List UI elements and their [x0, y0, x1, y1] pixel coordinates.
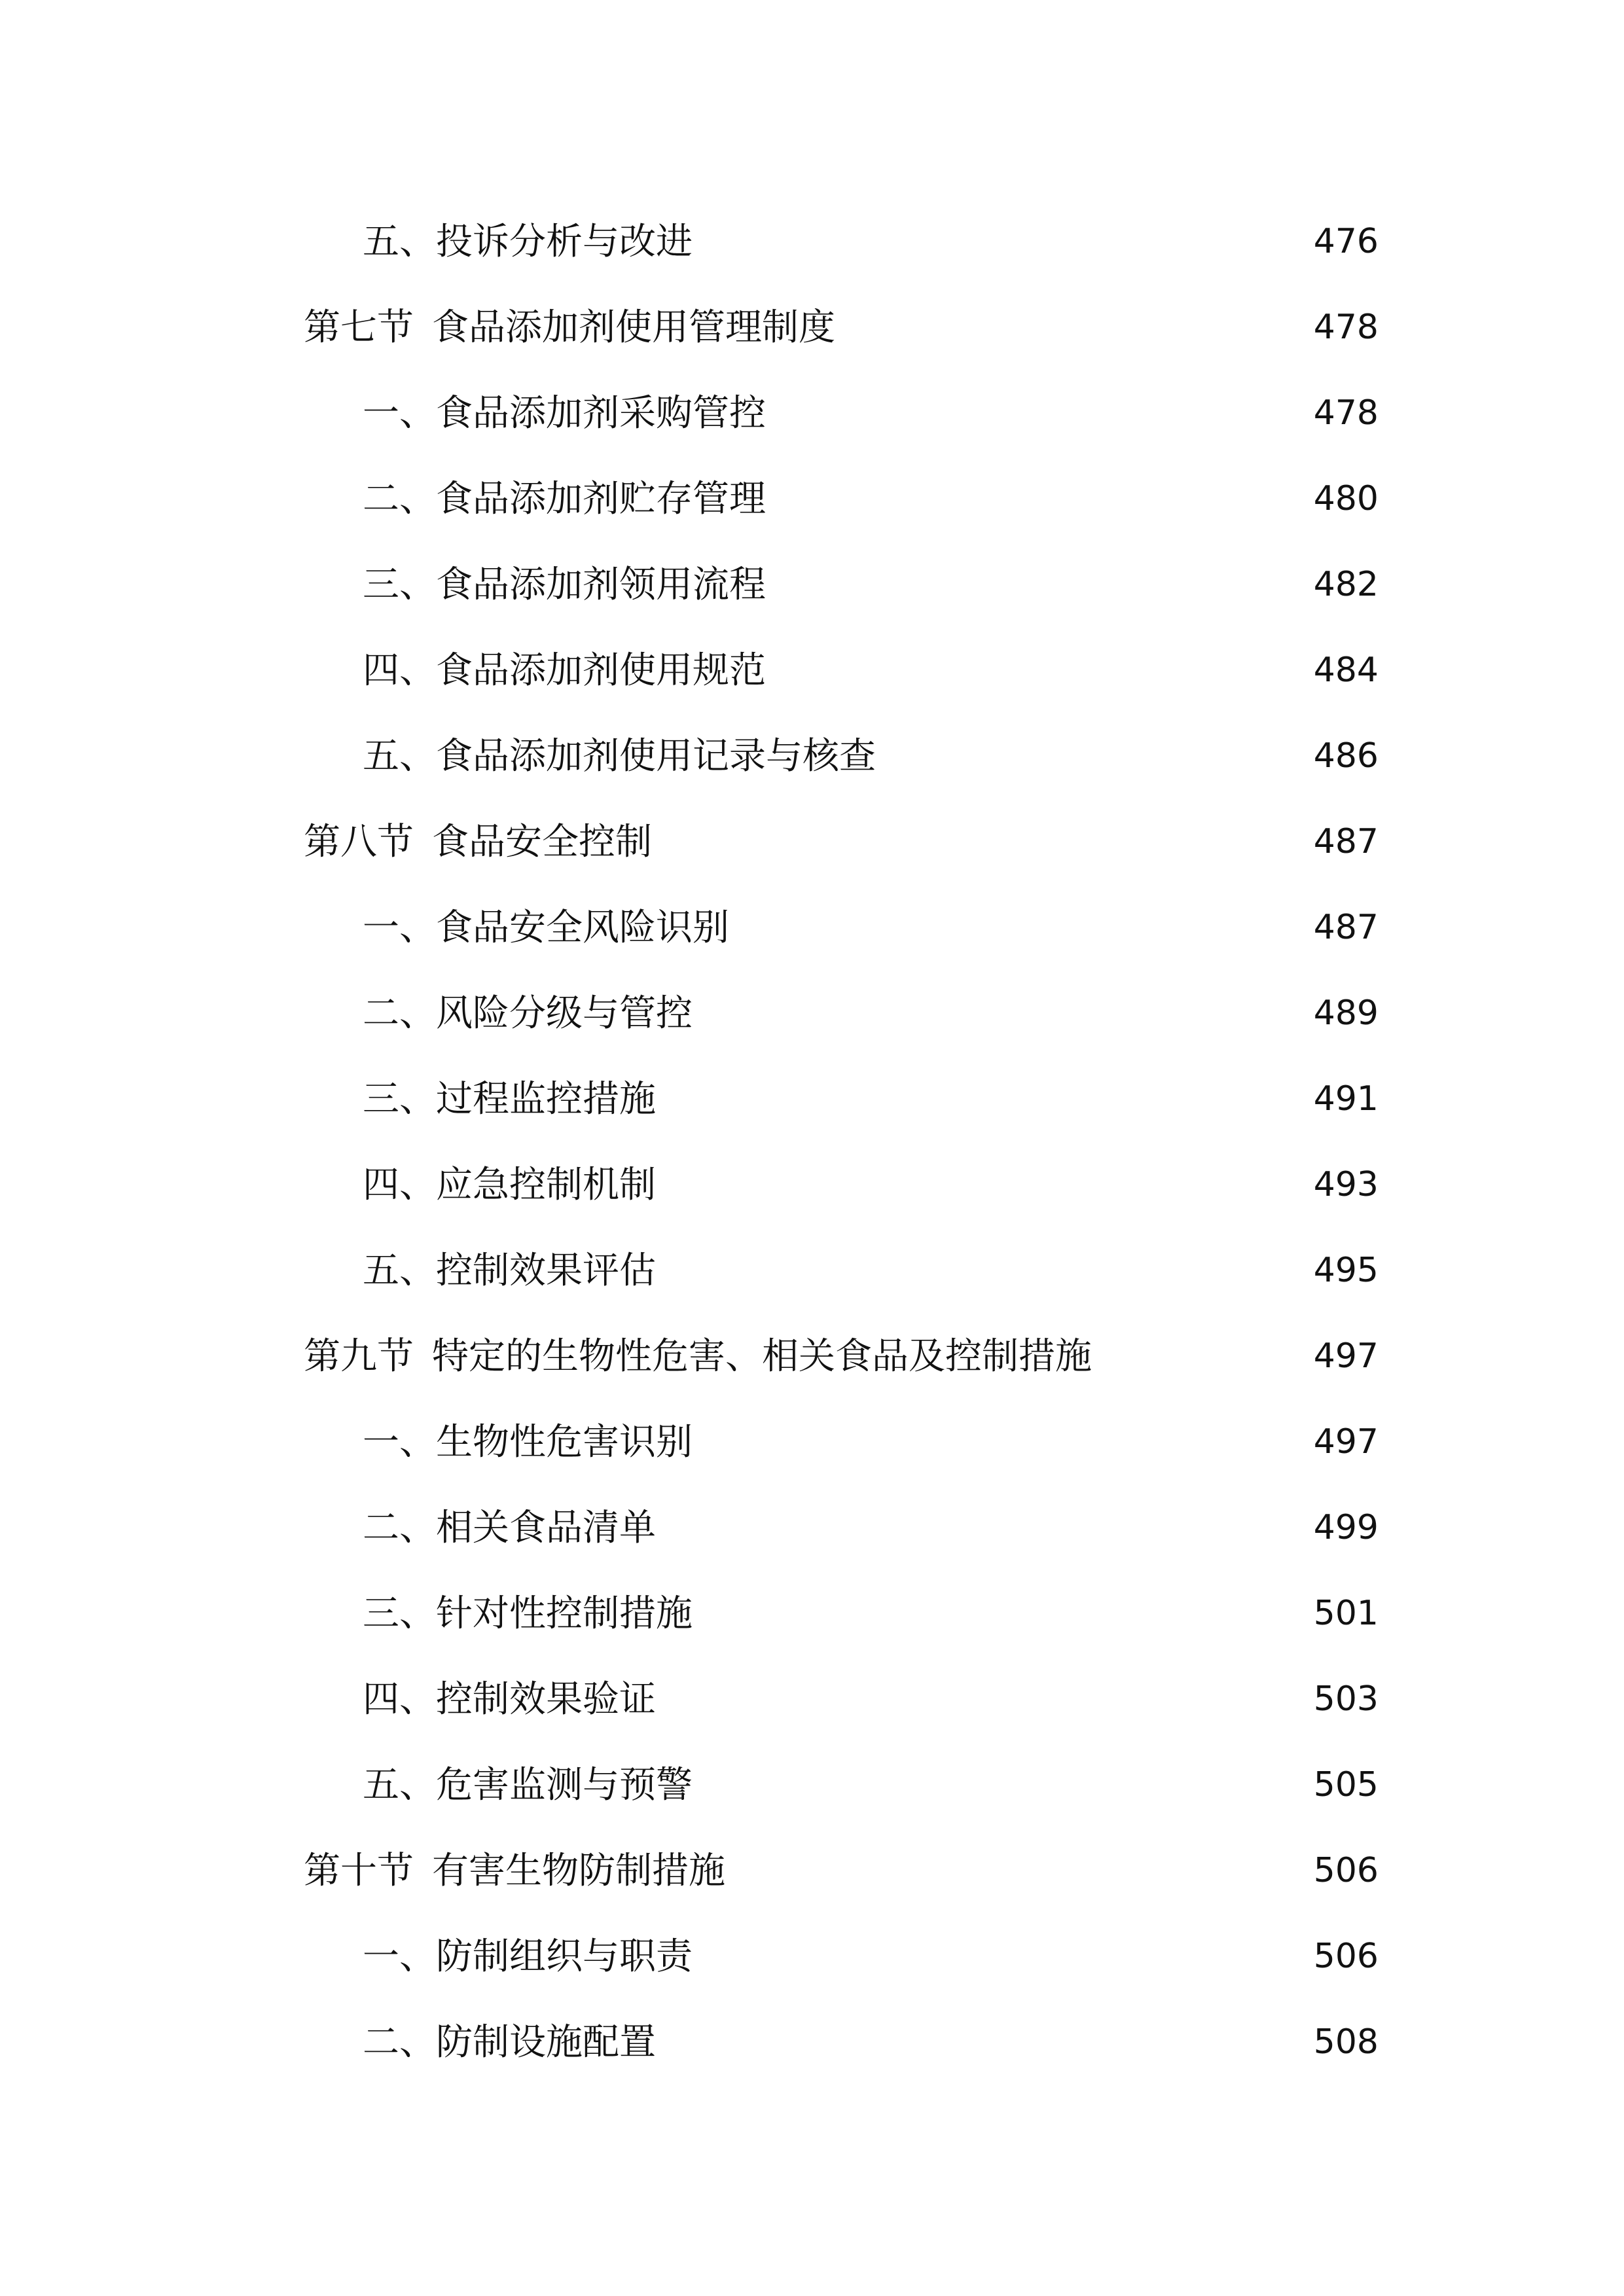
- toc-section-number: 第八节: [304, 821, 414, 863]
- toc-page-number: 501: [1313, 1594, 1379, 1633]
- toc-entry-text: 食品添加剂使用管理制度: [432, 306, 835, 349]
- toc-entry-text: 一、食品安全风险识别: [363, 906, 729, 949]
- toc-entry-title: [363, 1399, 693, 1485]
- toc-page-number: 505: [1313, 1765, 1379, 1804]
- toc-subsection-entry[interactable]: [0, 1142, 1624, 1228]
- toc-section-entry[interactable]: [0, 1828, 1624, 1914]
- toc-page-number: 478: [1313, 393, 1379, 433]
- toc-entry-title: [304, 1828, 725, 1914]
- toc-page-number: 476: [1313, 222, 1379, 261]
- toc-section-entry[interactable]: [0, 285, 1624, 370]
- toc-page-number: 495: [1313, 1251, 1379, 1290]
- toc-page-number: 489: [1313, 994, 1379, 1033]
- toc-subsection-entry[interactable]: [0, 971, 1624, 1056]
- toc-page-number: 493: [1313, 1165, 1379, 1204]
- toc-page-number: 487: [1313, 822, 1379, 861]
- toc-page-number: 506: [1313, 1851, 1379, 1890]
- toc-entry-text: 四、食品添加剂使用规范: [363, 649, 766, 692]
- toc-entry-text: 五、危害监测与预警: [363, 1764, 693, 1806]
- toc-page-number: 487: [1313, 908, 1379, 947]
- toc-entry-text: 四、应急控制机制: [363, 1164, 656, 1206]
- toc-entry-text: 四、控制效果验证: [363, 1678, 656, 1721]
- toc-subsection-entry[interactable]: [0, 542, 1624, 628]
- toc-entry-title: [363, 713, 876, 799]
- toc-subsection-entry[interactable]: [0, 1399, 1624, 1485]
- toc-subsection-entry[interactable]: [0, 199, 1624, 285]
- toc-entry-text: 特定的生物性危害、相关食品及控制措施: [432, 1335, 1092, 1378]
- toc-entry-title: [363, 1142, 656, 1228]
- toc-subsection-entry[interactable]: [0, 1571, 1624, 1657]
- toc-entry-title: [363, 1228, 656, 1314]
- toc-entry-text: 五、投诉分析与改进: [363, 221, 693, 263]
- toc-entry-text: 食品安全控制: [432, 821, 652, 863]
- toc-subsection-entry[interactable]: [0, 1485, 1624, 1571]
- toc-entry-title: [363, 199, 693, 285]
- toc-section-number: 第十节: [304, 1850, 414, 1892]
- toc-entry-text: 一、生物性危害识别: [363, 1421, 693, 1463]
- toc-entry-title: [363, 885, 729, 971]
- toc-subsection-entry[interactable]: [0, 885, 1624, 971]
- toc-entry-title: [363, 1742, 693, 1828]
- toc-page-number: 508: [1313, 2022, 1379, 2062]
- toc-entry-title: [363, 2000, 656, 2085]
- toc-page-number: 484: [1313, 651, 1379, 690]
- toc-entry-title: [363, 1056, 656, 1142]
- toc-page-number: 480: [1313, 479, 1379, 518]
- toc-entry-title: [363, 628, 766, 713]
- toc-entry-text: 一、防制组织与职责: [363, 1935, 693, 1978]
- toc-entry-title: [363, 370, 766, 456]
- toc-subsection-entry[interactable]: [0, 370, 1624, 456]
- toc-entry-title: [304, 799, 652, 885]
- toc-entry-text: 三、针对性控制措施: [363, 1592, 693, 1635]
- toc-subsection-entry[interactable]: [0, 1228, 1624, 1314]
- toc-entry-text: 二、风险分级与管控: [363, 992, 693, 1035]
- toc-page-number: 497: [1313, 1336, 1379, 1376]
- toc-entry-text: 一、食品添加剂采购管控: [363, 392, 766, 435]
- toc-page-number: 499: [1313, 1508, 1379, 1547]
- toc-page-number: 506: [1313, 1937, 1379, 1976]
- toc-entry-title: [363, 542, 766, 628]
- toc-subsection-entry[interactable]: [0, 456, 1624, 542]
- toc-subsection-entry[interactable]: [0, 1914, 1624, 2000]
- toc-entry-title: [304, 1314, 1092, 1399]
- toc-entry-text: 有害生物防制措施: [432, 1850, 725, 1892]
- toc-subsection-entry[interactable]: [0, 628, 1624, 713]
- toc-entry-text: 二、食品添加剂贮存管理: [363, 478, 766, 520]
- toc-entry-text: 二、防制设施配置: [363, 2021, 656, 2064]
- toc-page-number: 478: [1313, 308, 1379, 347]
- toc-page-number: 482: [1313, 565, 1379, 604]
- toc-page-number: 491: [1313, 1079, 1379, 1119]
- toc-entry-text: 五、控制效果评估: [363, 1249, 656, 1292]
- toc-page-number: 503: [1313, 1679, 1379, 1719]
- toc-entry-title: [363, 456, 766, 542]
- toc-entry-text: 二、相关食品清单: [363, 1507, 656, 1549]
- toc-page-number: 497: [1313, 1422, 1379, 1462]
- toc-entry-title: [363, 971, 693, 1056]
- toc-section-number: 第七节: [304, 306, 414, 349]
- toc-entry-text: 五、食品添加剂使用记录与核查: [363, 735, 876, 778]
- toc-section-entry[interactable]: [0, 1314, 1624, 1399]
- toc-entry-title: [363, 1485, 656, 1571]
- toc-entry-text: 三、食品添加剂领用流程: [363, 564, 766, 606]
- toc-subsection-entry[interactable]: [0, 713, 1624, 799]
- toc-subsection-entry[interactable]: [0, 2000, 1624, 2085]
- toc-subsection-entry[interactable]: [0, 1056, 1624, 1142]
- toc-subsection-entry[interactable]: [0, 1657, 1624, 1742]
- toc-section-entry[interactable]: [0, 799, 1624, 885]
- toc-section-number: 第九节: [304, 1335, 414, 1378]
- toc-page-number: 486: [1313, 736, 1379, 776]
- toc-entry-title: [363, 1571, 693, 1657]
- table-of-contents: [0, 199, 1624, 2085]
- toc-entry-title: [363, 1914, 693, 2000]
- toc-subsection-entry[interactable]: [0, 1742, 1624, 1828]
- toc-entry-title: [363, 1657, 656, 1742]
- toc-entry-title: [304, 285, 835, 370]
- toc-entry-text: 三、过程监控措施: [363, 1078, 656, 1121]
